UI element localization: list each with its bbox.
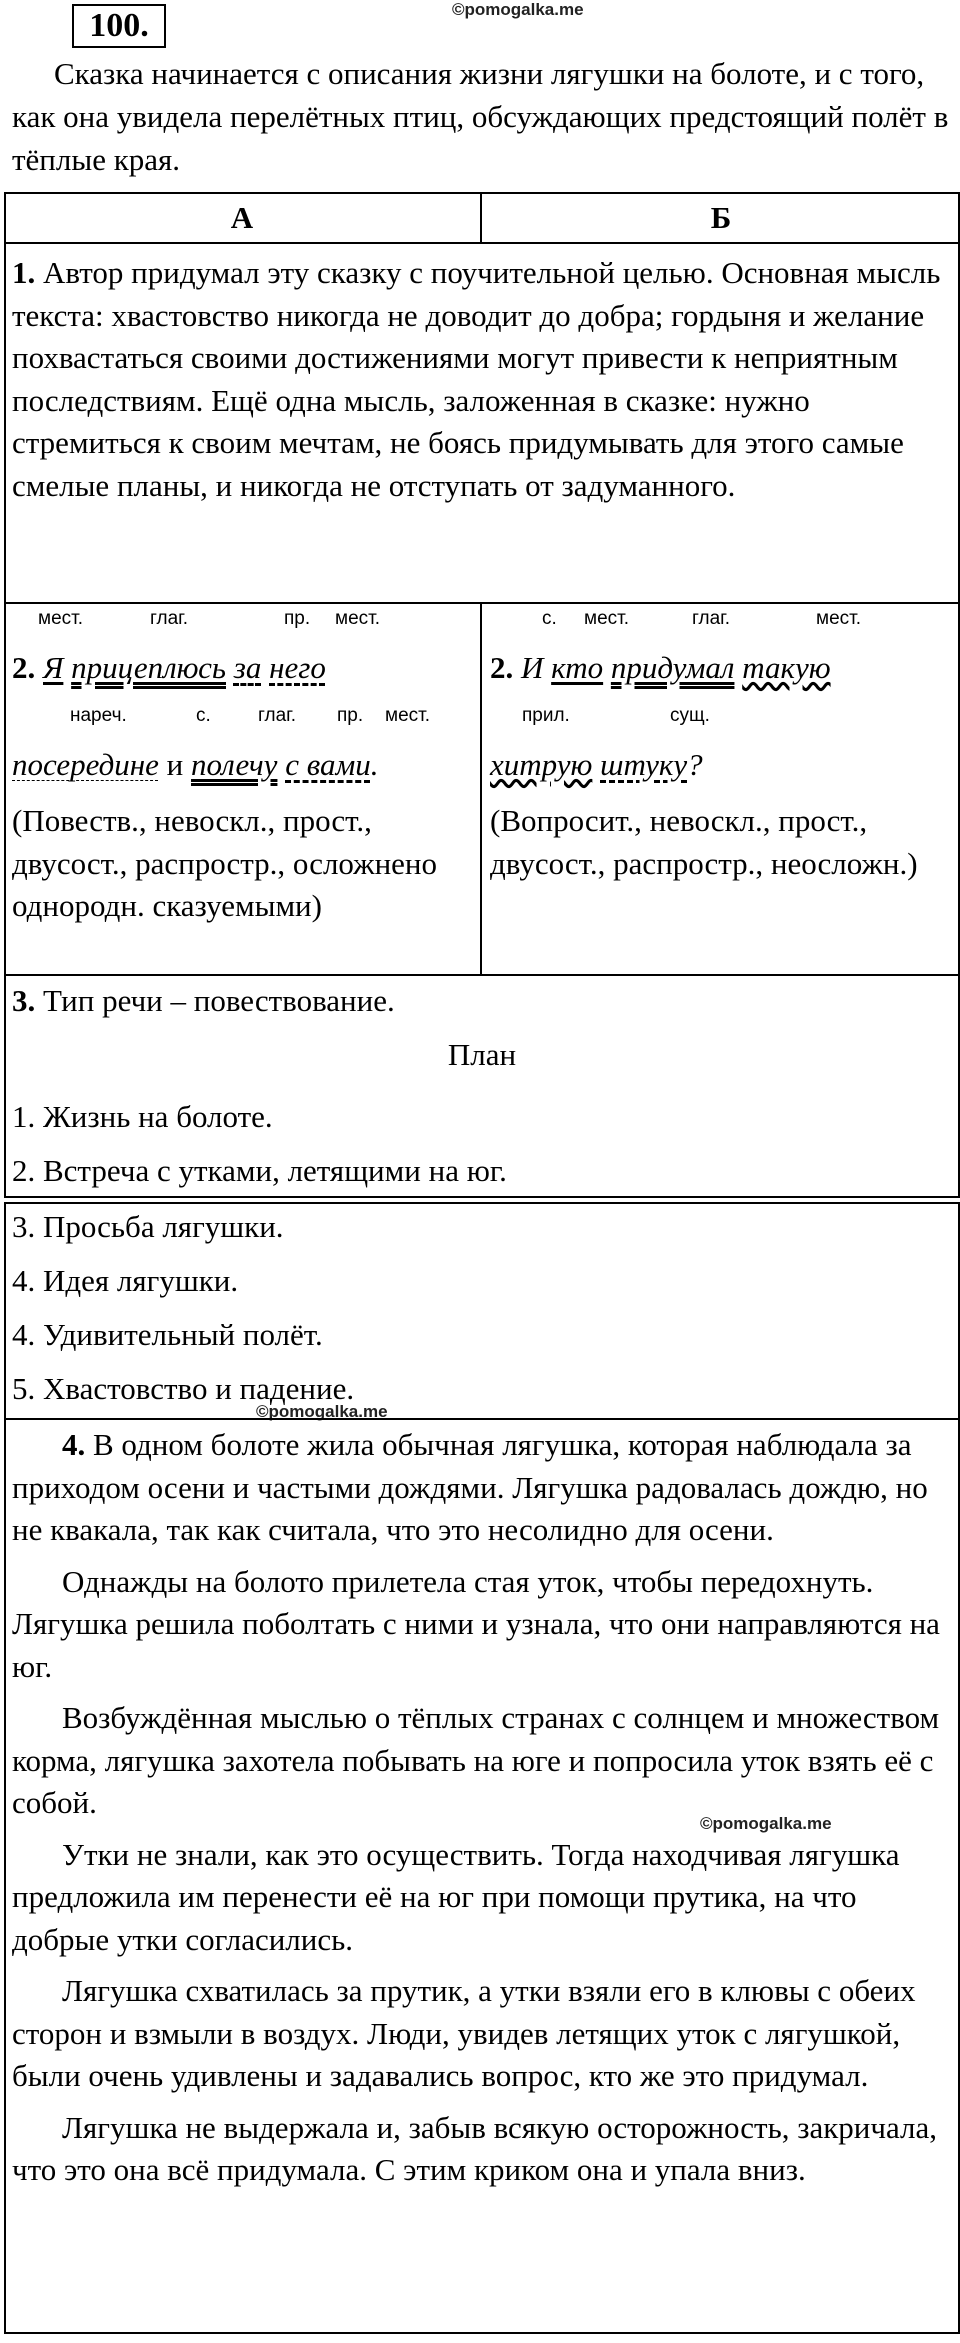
pos-label: сущ. <box>670 705 710 726</box>
watermark: ©pomogalka.me <box>700 1814 832 1833</box>
subject-word: кто <box>551 650 604 685</box>
subject-word: Я <box>43 650 64 685</box>
plan-item: 4. Удивительный полёт. <box>12 1317 323 1352</box>
pos-label: пр. <box>337 705 364 726</box>
plan-list-top <box>12 1090 952 1198</box>
pos-label: глаг. <box>150 608 189 629</box>
watermark: ©pomogalka.me <box>256 1402 388 1421</box>
parse-labels-a1 <box>0 608 480 632</box>
conjunction-word: и <box>166 747 184 782</box>
pos-label: мест. <box>385 705 431 726</box>
parse-labels-a2 <box>0 705 480 729</box>
intro-paragraph <box>12 52 952 181</box>
pos-label: с. <box>196 705 211 726</box>
task-1-number: 1. <box>12 255 36 290</box>
example-sentence-b-line2 <box>490 743 703 787</box>
task-1-text: Автор придумал эту сказку с поучительной целью. Основная мысль текста: хвастовство никогда не доводит до добра; гордыня и желание похвастаться своими достижениями могут привести к неприятным последствиям. Ещё одна мысль, заложенная в сказке: нужно стремиться к своим мечтам, не боясь придумывать для этого самые смелые планы, и никогда не отступать от задуманного. <box>12 255 941 503</box>
example-sentence-b-line1 <box>490 646 831 690</box>
intro-text: Сказка начинается с описания жизни лягушки на болоте, и с того, как она увидела перелётных птиц, обсуждающих предстоящий полёт в тёплые края. <box>12 56 949 177</box>
parse-labels-b1 <box>480 608 960 632</box>
object-phrase: с вами <box>285 747 371 782</box>
plan-item: 5. Хвастовство и падение. <box>12 1371 355 1406</box>
story-paragraph: Возбуждённая мыслью о тёплых странах с солнцем и множеством корма, лягушка захотела побывать на юге и попросила уток взять её с собой. <box>12 1700 940 1820</box>
pos-label: мест. <box>816 608 862 629</box>
predicate-word: придумал <box>610 650 735 685</box>
pos-label: пр. <box>284 608 311 629</box>
story-text: В одном болоте жила обычная лягушка, которая наблюдала за приходом осени и частыми дождями. Лягушка радовалась дождю, но не квакала, так как считала, что это несолидно для осени. <box>12 1427 928 1547</box>
plan-item: 4. Идея лягушки. <box>12 1263 239 1298</box>
pos-label: мест. <box>335 608 381 629</box>
task-3-number: 3. <box>12 983 36 1018</box>
predicate-word: полечу <box>191 747 278 782</box>
object-word: штуку <box>600 747 688 782</box>
adverbial-word: посередине <box>12 747 159 782</box>
pos-label: глаг. <box>258 705 297 726</box>
story-paragraph: Утки не знали, как это осуществить. Тогда находчивая лягушка предложила им перенести её на юг при помощи прутика, на что добрые утки согласились. <box>12 1836 900 1957</box>
pos-label: нареч. <box>70 705 127 726</box>
pos-label: мест. <box>38 608 84 629</box>
task-2a-number: 2. <box>12 650 36 685</box>
parse-labels-b2 <box>480 705 960 729</box>
watermark: ©pomogalka.me <box>452 0 584 19</box>
preposition-word: за <box>233 650 262 685</box>
question-mark: ? <box>687 747 703 782</box>
pos-label: прил. <box>522 705 570 726</box>
particle-word: И <box>521 650 544 685</box>
example-sentence-a-line1 <box>12 646 326 690</box>
story-paragraph <box>12 1424 952 1552</box>
pos-label: глаг. <box>692 608 731 629</box>
attribute-word: хитрую <box>490 747 593 782</box>
predicate-word: прицеплюсь <box>71 650 226 685</box>
task-3 <box>12 980 952 1023</box>
column-b-header: Б <box>710 200 732 235</box>
story-paragraph: Лягушка схватилась за прутик, а утки взяли его в клювы с обеих сторон и взмыли в воздух. Люди, увидев летящих уток с лягушкой, были очень удивлены и задавались вопрос, кто же это придумал. <box>12 1973 916 2093</box>
task-4-number: 4. <box>62 1427 86 1462</box>
task-4-story <box>12 1424 952 2201</box>
task-2b-number: 2. <box>490 650 514 685</box>
story-paragraph: Однажды на болото прилетела стая уток, чтобы передохнуть. Лягушка решила поболтать с ними и узнала, что они направляются на юг. <box>12 1563 940 1684</box>
plan-item: 1. Жизнь на болоте. <box>12 1099 273 1134</box>
period-mark: . <box>370 747 379 782</box>
task-1 <box>12 252 952 507</box>
analysis-b: (Вопросит., невоскл., прост., двусост., распростр., неосложн.) <box>490 803 918 881</box>
plan-list-bottom <box>12 1200 952 1416</box>
column-a-header: А <box>230 200 254 235</box>
attribute-word: такую <box>742 650 831 685</box>
object-word: него <box>269 650 326 685</box>
task-3-text: Тип речи – повествование. <box>35 983 395 1018</box>
analysis-a: (Повеств., невоскл., прост., двусост., распростр., осложнено однородн. сказуемыми) <box>12 803 438 923</box>
plan-item: 3. Просьба лягушки. <box>12 1209 284 1244</box>
story-paragraph: Лягушка не выдержала и, забыв всякую осторожность, закричала, что это она всё придумала. С этим криком она и упала вниз. <box>12 2109 937 2187</box>
exercise-number: 100. <box>72 4 166 48</box>
example-sentence-a-line2 <box>12 743 378 787</box>
plan-item: 2. Встреча с утками, летящими на юг. <box>12 1153 507 1188</box>
plan-title: План <box>447 1037 517 1072</box>
pos-label: с. <box>542 608 557 629</box>
pos-label: мест. <box>584 608 630 629</box>
